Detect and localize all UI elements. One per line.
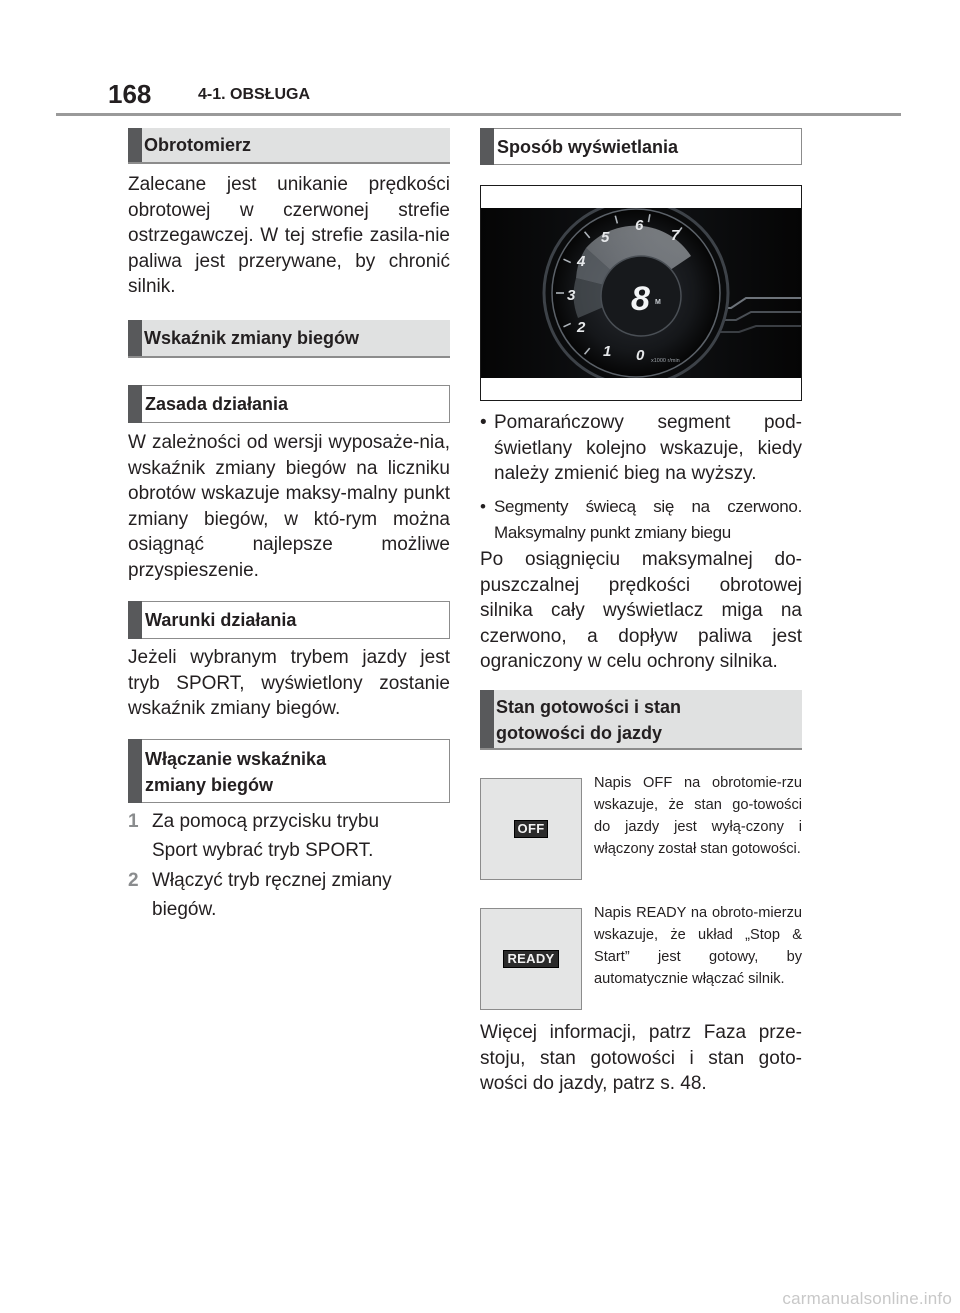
tach-scale-6: 6 <box>635 217 644 234</box>
heading-zasada: Zasada działania <box>128 385 450 423</box>
heading-wlaczanie: Włączanie wskaźnika zmiany biegów <box>128 739 450 803</box>
tachometer-graphic <box>481 208 801 378</box>
tach-gear-suffix: M <box>655 299 661 306</box>
tach-scale-2: 2 <box>577 319 586 336</box>
heading-sposob: Sposób wyświetlania <box>480 128 802 165</box>
off-badge: OFF <box>514 820 549 838</box>
tach-scale-1: 1 <box>603 343 612 360</box>
section-title: 4-1. OBSŁUGA <box>198 86 311 103</box>
watermark: carmanualsonline.info <box>782 1289 952 1308</box>
step-2: 2 Włączyć tryb ręcznej zmiany biegów. <box>128 870 392 920</box>
heading-stan-gotowosci: Stan gotowości i stan gotowości do jazdy <box>480 690 802 750</box>
tach-scale-7: 7 <box>671 227 680 244</box>
warunki-text: Jeżeli wybranym trybem jazdy jest tryb SPORT, wyświetlony zostanie wskaźnik zmiany biegów. <box>128 647 450 719</box>
tach-scale-3: 3 <box>567 287 576 304</box>
ready-badge: READY <box>503 950 558 968</box>
off-description: Napis OFF na obrotomie-rzu wskazuje, że stan go-towości do jazdy jest wyłą-czony i włączony został stan gotowości. <box>594 775 802 857</box>
tach-gear: 8 <box>631 280 650 318</box>
bullet-orange-segment: • Pomarańczowy segment pod-świetlany kolejno wskazuje, kiedy należy zmienić bieg na wyższy. <box>480 412 802 484</box>
tachometer-image <box>480 185 802 401</box>
header-rule <box>56 113 901 116</box>
max-rpm-text: Po osiągnięciu maksymalnej do-puszczalnej prędkości obrotowej silnika cały wyświetlacz miga na czerwono, a dopływ paliwa jest ograniczony w celu ochrony silnika. <box>480 549 802 672</box>
heading-shift-indicator: Wskaźnik zmiany biegów <box>128 320 450 358</box>
bullet-red-segments: • Segmenty świecą się na czerwono. Maksymalny punkt zmiany biegu <box>480 497 802 542</box>
tach-scale-5: 5 <box>601 229 610 246</box>
heading-obrotomierz: Obrotomierz <box>128 128 450 164</box>
step-1: 1 Za pomocą przycisku trybu Sport wybrać tryb SPORT. <box>128 811 380 861</box>
zasada-text: W zależności od wersji wyposaże-nia, wskaźnik zmiany biegów na liczniku obrotów wskazuje maksy-malny punkt zmiany biegów, w któ-rym można osiągnąć najlepsze możliwe przyspieszenie. <box>128 432 450 581</box>
off-indicator-image <box>480 778 582 880</box>
tach-unit: x1000 r/min <box>651 358 680 364</box>
ready-description: Napis READY na obroto-mierzu wskazuje, że układ „Stop & Start” jest gotowy, by automatycznie włączać silnik. <box>594 905 802 987</box>
ready-indicator-image <box>480 908 582 1010</box>
heading-warunki: Warunki działania <box>128 601 450 639</box>
page-number: 168 <box>108 79 152 109</box>
tach-scale-4: 4 <box>577 253 586 270</box>
obrotomierz-text: Zalecane jest unikanie prędkości obrotowej w czerwonej strefie ostrzegawczej. W tej strefie zasila-nie paliwa jest przerywane, by chronić silnik. <box>128 174 450 297</box>
tach-scale-0: 0 <box>636 347 645 364</box>
more-info-text: Więcej informacji, patrz Faza prze-stoju, stan gotowości i stan goto-wości do jazdy, patrz s. 48. <box>480 1022 802 1094</box>
